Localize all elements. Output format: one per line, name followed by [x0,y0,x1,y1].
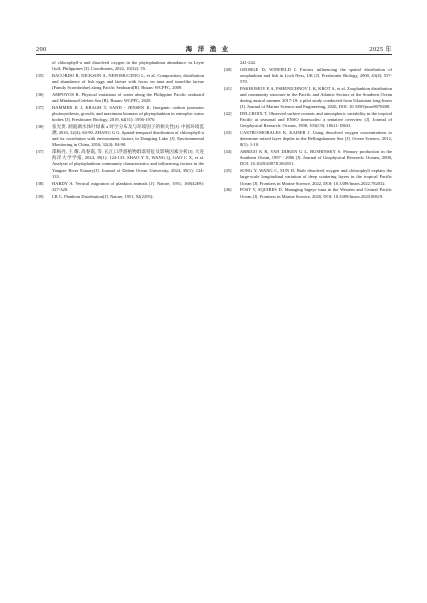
reference-number: [39] [36,193,44,199]
reference-number: [43] [224,130,232,136]
reference-continuation: 241-242. [240,60,257,65]
reference-item [224,149,392,167]
reference-number: [40] [224,66,232,72]
reference-text: PAKHOMOV E A, PSHENICHNOV L K, KROT A, et al. Zooplankton distribution and community structure in the Pacific and Atlantic Sectors of the Southern Ocean during austral summer 2017-18: a pilot study conducted from Ukrainian long-liners [J]. Journal of Marine Science and Engineering, 2020, DOI: 10.3390/jmse8070488. [240,85,392,110]
reference-item [224,111,392,129]
reference-item [224,187,392,199]
reference-text: LR C. Plankton Distribution[J]. Nature, 1951, 92(2295): [52,193,154,199]
right-column [224,60,392,200]
reference-item [224,130,392,148]
reference-number: [37] [36,149,44,155]
reference-text: 张光贵. 洞庭湖水体叶绿素 a 时空分布及与环境因子的相关性[J]. 中国环境监测, 2016, 32(4): 84-90. ZHANG G G. Spatial-temporal distribution of chlorophyll-a and its correlation with environment factors in Dongting Lake [J]. Environmental Monitoring in China, 2016, 32(4): 84-90. [52,124,204,148]
reference-number: [41] [224,85,232,91]
reference-text: POST V, SQUIRES D. Managing bigeye tuna in the Western and Central Pacific Ocean [J]. Frontiers in Marine Science, 2020, DOI: 10.3389/fmars.2020.00619. [240,187,392,199]
page-number: 200 [36,46,47,53]
reference-text: CASTRO-MORALES K, KAISER J. Using dissolved oxygen concentrations to determine mixed layer depths in the Bellingshausen Sea [J]. Ocean Science, 2012, 8(1): 1-10. [240,130,392,148]
running-header [36,44,392,53]
reference-text: AMPOYOS R. Physical variations of water along the Philippine Pacific seaboard and Mindanao/Celebes Sea [R]. Busan: WCPFC, 2020. [52,92,204,104]
reference-text: SONG Y, WANG C, SUN D. Both dissolved oxygen and chlorophyll explain the large-scale longitudinal variation of deep scattering layers in the tropical Pacific Ocean [J]. Frontiers in Marine Science, 2022, DOI: 10.3389/fmars.2022.782032. [240,168,392,186]
reference-number: [45] [224,168,232,174]
reference-item [36,181,204,193]
reference-text: HAMMER K J, KRAGH T, SAND - JENSEN K. Inorganic carbon promotes photosynthesis, growth, and maximum biomass of phytoplankton in eutrophic water bodies [J]. Freshwater Biology, 2019, 64(11): 1956-1970. [52,105,204,123]
reference-item [36,105,204,123]
reference-text: DELCROIX T. Observed surface oceanic and atmospheric variability in the tropical Pacific at seasonal and ENSO timescales: a tentative overview [J]. Journal of Geophysical Research: Oceans, 1998, 103(C9): 18611-18633. [240,111,392,129]
header-rule [36,54,392,55]
reference-item [224,86,392,110]
reference-item [224,168,392,186]
reference-number: [46] [224,187,232,193]
reference-text: 邵梅亮, 王 耀, 高春霞, 等. 长江口浮游植物群落特征及影响因素分析[J]. 大连海洋大学学报, 2024, 39(1): 124-133. SHAO Y X, WANG Q, GAO C X, et al. Analysis of phytoplankton community characteristics and influencing factors in the Yangtze River Estuary[J]. Journal of Dalian Ocean University, 2024, 39(1): 124-133. [52,149,204,179]
reference-number: [35] [36,72,44,78]
reference-continuation: of chlorophyll-a and dissolved oxygen in the phytoplankton abundance in Leyte Gulf, Philippines [J]. Coordinates, 2022, 10(32): 55. [52,60,204,72]
left-column [36,60,204,200]
reference-number: [44] [224,149,232,155]
reference-text: GEORGE D, WINFIELD I. Factors influencing the spatial distribution of zooplankton and fish in Loch Ness, UK [J]. Freshwater Biology, 2000, 43(4): 557-570. [240,66,392,85]
reference-item [224,67,392,85]
reference-number: [38] [36,180,44,186]
publication-year: 2025 年 [369,46,392,53]
reference-item [36,194,204,200]
reference-number: [36] [36,92,44,98]
reference-text: HARDY A. Vertical migration of plankton animals [J]. Nature, 1951, 168(4269): 327-328. [52,180,204,192]
reference-item [36,92,204,104]
reference-number: [38] [36,124,44,130]
reference-item [36,73,204,91]
journal-title: 海 洋 渔 业 [185,46,231,53]
reference-number: [42] [224,111,232,117]
reference-item [36,124,204,148]
reference-text: BACORDO R, DICKSON A, NEPOMUCENO L, et al. Composition, distribution and abundance of fish eggs and larvae with focus on tuna and tuna-like larvae (Family Scombridae) along Pacific Seaboard[R]. Busan: WCPFC, 2009. [52,72,204,91]
reference-number: [37] [36,105,44,111]
reference-item [36,149,204,179]
reference-text: ARRIGO K R, VAN DIJKEN G L, BUSHINSKY S. Primary production in the Southern Ocean, 1997 - 2006 [J]. Journal of Geophysical Research: Oceans, 2008, DOI: 10.1029/2007JC004551. [240,149,392,167]
